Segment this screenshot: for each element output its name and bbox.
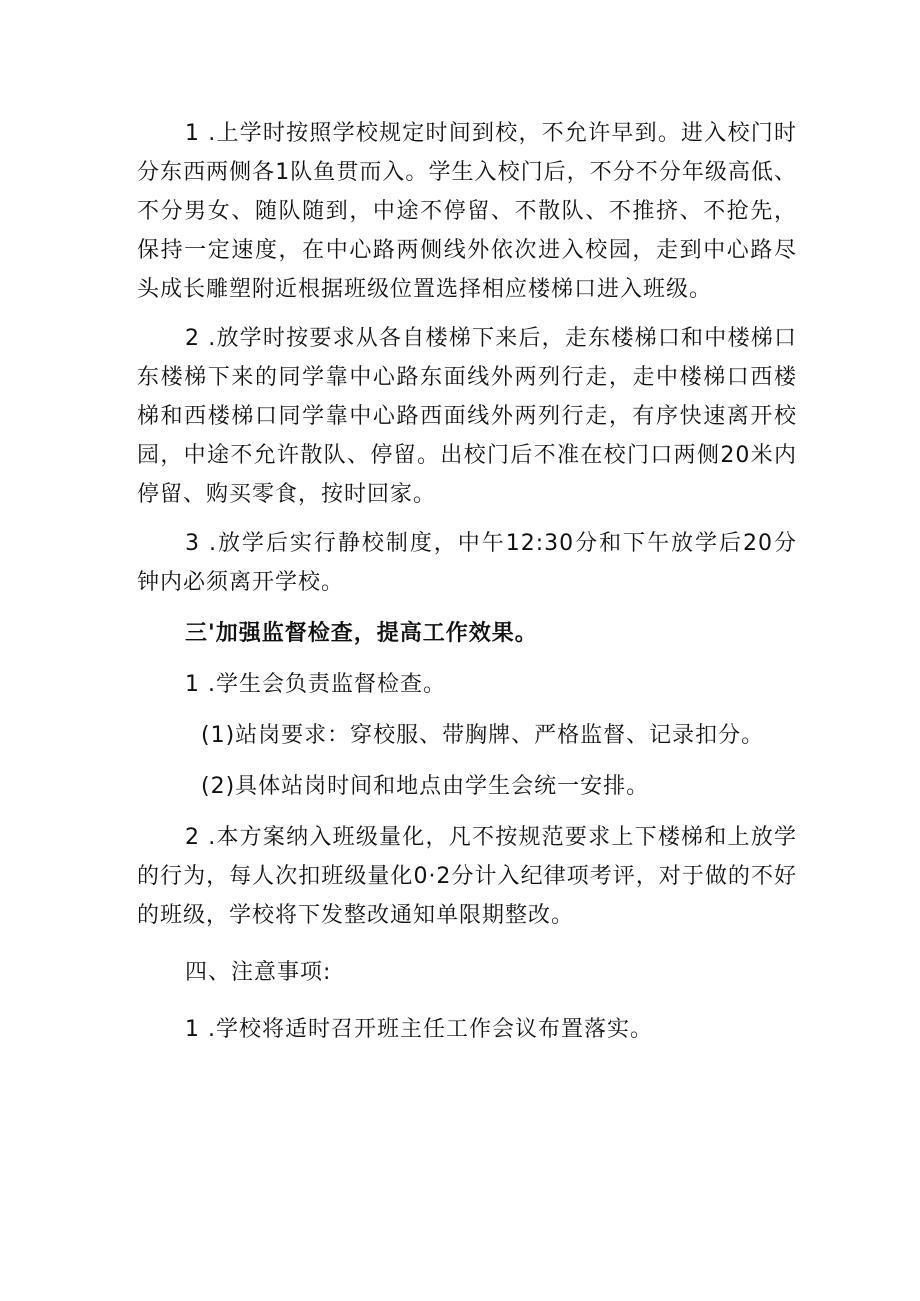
document-body [137, 114, 797, 1049]
sub-item-post-schedule: (2)具体站岗时间和地点由学生会统一安排。 [201, 774, 650, 799]
paragraph-quiet-campus-rule: 3 .放学后实行静校制度，中午12:30分和下午放学后20分钟内必须离开学校。 [137, 531, 797, 595]
paragraph-arrival-rules: 1 .上学时按照学校规定时间到校，不允许早到。进入校门时分东西两侧各1队鱼贯而入。学生入校门后，不分不分年级高低、不分男女、随队随到，中途不停留、不散队、不推挤、不抢先，保持一定速度，在中心路两侧线外依次进入校园，走到中心路尽头成长雕塑附近根据班级位置选择相应楼梯口进入班级。 [137, 121, 797, 302]
section-heading-notes: 四、注意事项: [185, 960, 332, 985]
sub-item-post-requirements: (1)站岗要求：穿校服、带胸牌、严格监督、记录扣分。 [201, 723, 765, 748]
list-item-teacher-meeting: 1 .学校将适时召开班主任工作会议布置落实。 [185, 1017, 653, 1042]
section-heading-supervision: 三'加强监督检查，提高工作效果。 [185, 621, 538, 646]
list-item-class-evaluation: 2 .本方案纳入班级量化，凡不按规范要求上下楼梯和上放学的行为，每人次扣班级量化0·2分计入纪律项考评，对于做的不好的班级，学校将下发整改通知单限期整改。 [137, 825, 797, 928]
paragraph-dismissal-rules: 2 .放学时按要求从各自楼梯下来后，走东楼梯口和中楼梯口东楼梯下来的同学靠中心路东面线外两列行走，走中楼梯口西楼梯和西楼梯口同学靠中心路西面线外两列行走，有序快速离开校园，中途不允许散队、停留。出校门后不准在校门口两侧20米内停留、购买零食，按时回家。 [137, 326, 797, 507]
list-item-student-union: 1 .学生会负责监督检查。 [185, 672, 446, 697]
